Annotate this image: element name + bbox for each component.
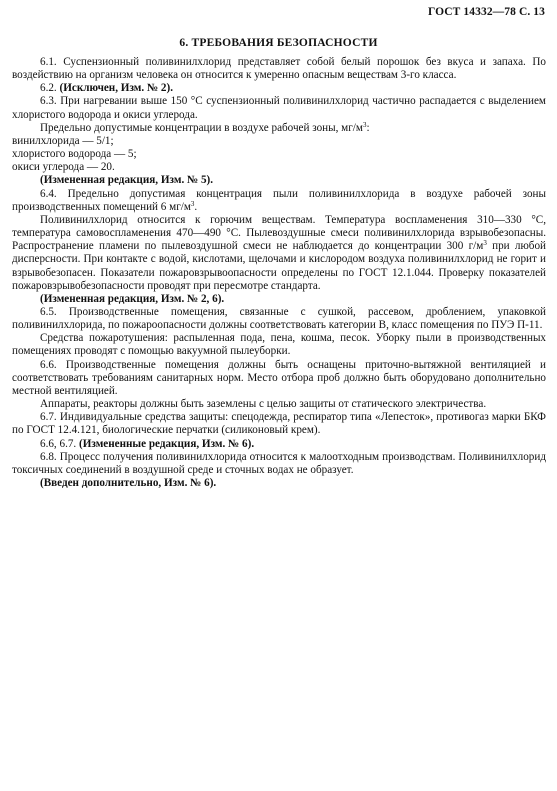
- paragraph-6-3: 6.3. При нагревании выше 150 °С суспензионный поливинилхлорид частично распадается с выделением хлористого водорода и окиси углерода.: [12, 95, 546, 121]
- amendment-note: (Введен дополнительно, Изм. № 6).: [40, 477, 217, 489]
- list-item: хлористого водорода — 5;: [12, 148, 137, 161]
- paragraph-6-7: 6.7. Индивидуальные средства защиты: спецодежда, респиратор типа «Лепесток», противогаз марки БКФ по ГОСТ 12.4.121, биологические перчатки (силиконовый крем).: [12, 411, 546, 437]
- flammability-text-b: при любой дисперсности. При контакте с водой, кислотами, щелочами и кислородом воздуха поливинилхлорид не горит и взрывобезопасен. Показатели пожаровзрывоопасности определены по ГОСТ 12.1.044. Проверку показателей пожаровзрывобезопасности проводят при пересмотре стандарта.: [12, 240, 546, 292]
- paragraph-6-4-text: 6.4. Предельно допустимая концентрация пыли поливинилхлорида в воздухе рабочей зоны производственных помещений 6 мг/м: [12, 187, 546, 213]
- paragraph-number: 6.6, 6.7.: [40, 437, 79, 450]
- paragraph-6-1: 6.1. Суспензионный поливинилхлорид представляет собой белый порошок без вкуса и запаха. По воздействию на организм человека он относится к умеренно опасным веществам 3-го класса.: [12, 56, 546, 82]
- concentration-intro: [12, 122, 546, 135]
- paragraph-6-6-6-7-note: [12, 438, 546, 451]
- superscript: 3: [362, 120, 367, 129]
- list-item: винилхлорида — 5/1;: [12, 134, 114, 147]
- amendment-note: (Измененная редакция, Изм. № 2, 6).: [40, 292, 225, 305]
- superscript: 3: [483, 239, 487, 248]
- paragraph-6-4-tail: .: [194, 200, 198, 213]
- page-header: [428, 6, 545, 18]
- document-body: [12, 56, 546, 490]
- amendment-note-1: [12, 174, 546, 187]
- flammability-text-a: Поливинилхлорид относится к горючим веществам. Температура воспламенения 310—330 °С, температура самовоспламенения 470—490 °С. Пылевоздушные смеси поливинилхлорида взрывобезопасны. Распространение пламени по пылевоздушной смеси не наблюдается до концентрации 300 г/м: [12, 213, 546, 253]
- list-item: окиси углерода — 20.: [12, 161, 115, 174]
- fire-extinguishing-paragraph: Средства пожаротушения: распыленная пода, пена, кошма, песок. Уборку пыли в производственных помещениях проводят с помощью вакуумной пылеуборки.: [12, 332, 546, 358]
- concentration-intro-text: Предельно допустимые концентрации в воздухе рабочей зоны, мг/м: [40, 121, 363, 134]
- amendment-note: (Измененные редакция, Изм. № 6).: [79, 437, 255, 450]
- concentration-intro-tail: :: [366, 121, 370, 134]
- paragraph-6-2: [12, 82, 546, 95]
- paragraph-6-8: 6.8. Процесс получения поливинилхлорида относится к малоотходным производствам. Поливинилхлорид токсичных соединений в воздушной среде и сточных водах не образует.: [12, 450, 546, 476]
- page-header-text: ГОСТ 14332—78 С. 13: [427, 6, 545, 18]
- amendment-note: (Исключен, Изм. № 2).: [59, 82, 173, 95]
- section-title: 6. ТРЕБОВАНИЯ БЕЗОПАСНОСТИ: [179, 37, 378, 49]
- paragraph-6-5: 6.5. Производственные помещения, связанные с сушкой, рассевом, дроблением, упаковкой поливинилхлорида, по пожароопасности должны соответствовать категории В, класс помещения по ПУЭ П-11.: [12, 305, 546, 332]
- amendment-note: (Измененная редакция, Изм. № 5).: [40, 174, 214, 187]
- paragraph-6-4: [12, 188, 546, 214]
- paragraph-number: 6.2.: [40, 82, 60, 95]
- flammability-paragraph: [12, 214, 546, 293]
- grounding-paragraph: Аппараты, реакторы должны быть заземлены с целью защиты от статического электричества.: [40, 398, 487, 411]
- amendment-note-3: [12, 477, 546, 490]
- amendment-note-2: [12, 293, 546, 306]
- superscript: 3: [190, 199, 195, 208]
- paragraph-6-6: 6.6. Производственные помещения должны быть оснащены приточно-вытяжной вентиляцией и соответствовать требованиям санитарных норм. Место отбора проб должно быть оборудовано дополнительно местной вентиляцией.: [12, 358, 546, 397]
